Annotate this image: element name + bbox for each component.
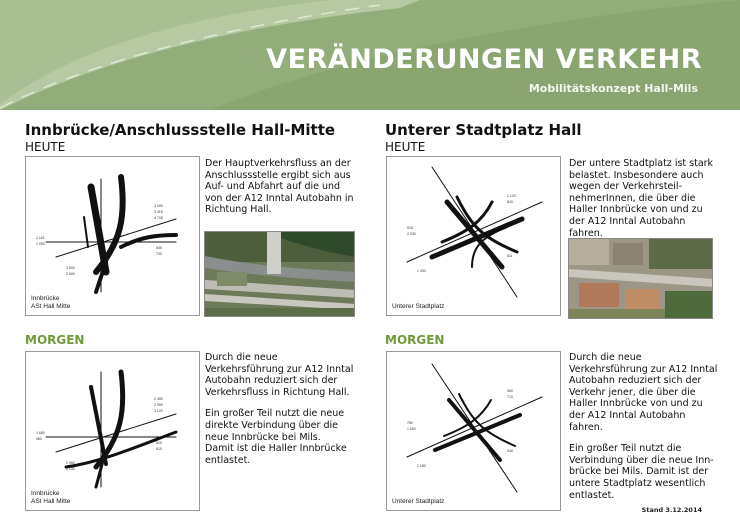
- right-diagram-caption: Unterer Stadtplatz: [392, 303, 445, 310]
- left-today-description: Der Hauptverkehrsfluss an der Anschlussstelle ergibt sich aus Auf- und Abfahrt auf die und von der A12 Inntal Autobahn in Richtung Hall.: [205, 158, 354, 216]
- svg-text:540: 540: [507, 449, 513, 453]
- left-today-diagram: [25, 156, 200, 316]
- svg-text:2 600: 2 600: [66, 272, 75, 276]
- svg-text:1 180: 1 180: [417, 464, 426, 468]
- right-tomorrow-diagram: [386, 351, 561, 511]
- svg-text:915: 915: [407, 226, 413, 230]
- left-aerial-photo: [204, 231, 355, 317]
- svg-text:780: 780: [407, 421, 413, 425]
- svg-text:3 120: 3 120: [154, 409, 163, 413]
- right-tomorrow-paragraph-1: Durch die neue Verkehrsführung zur A12 Inntal Autobahn reduziert sich der Verkehr jener, die über die Haller Innbrücke von und zu der A12 Inntal Autobahn fahren.: [569, 352, 718, 433]
- svg-text:645: 645: [156, 246, 162, 250]
- left-today-label: HEUTE: [25, 140, 66, 154]
- left-section-title: Innbrücke/Anschlussstelle Hall-Mitte: [25, 121, 336, 139]
- right-today-label: HEUTE: [385, 140, 426, 154]
- header-banner: [0, 0, 740, 110]
- svg-text:960: 960: [507, 389, 513, 393]
- svg-text:4 705: 4 705: [154, 216, 163, 220]
- svg-text:1 650: 1 650: [407, 427, 416, 431]
- svg-text:1 050: 1 050: [36, 242, 45, 246]
- left-tomorrow-paragraph-2: Ein großer Teil nutzt die neue direkte Verbindung über die neue Innbrücke bei Mils. Damit ist die Haller Innbrücke entlastet.: [205, 408, 347, 466]
- svg-text:610: 610: [156, 447, 162, 451]
- left-tomorrow-diagram-caption: Innbrücke ASt Hall Mitte: [31, 490, 71, 505]
- right-tomorrow-description: [569, 352, 719, 501]
- page-title: VERÄNDERUNGEN VERKEHR: [266, 44, 702, 75]
- svg-text:710: 710: [507, 395, 513, 399]
- right-tomorrow-diagram-caption: Unterer Stadtplatz: [392, 498, 445, 505]
- svg-text:840: 840: [507, 200, 513, 204]
- svg-text:2 030: 2 030: [407, 232, 416, 236]
- svg-text:2 900: 2 900: [154, 403, 163, 407]
- svg-text:700: 700: [156, 252, 162, 256]
- right-section-title: Unterer Stadtplatz Hall: [385, 121, 582, 139]
- right-tomorrow-paragraph-2: Ein großer Teil nutzt die Verbindung über die neue Inn-brücke bei Mils. Damit ist der untere Stadtplatz wesentlich entlastet.: [569, 443, 714, 501]
- left-tomorrow-label: MORGEN: [25, 333, 85, 347]
- page-subtitle: Mobilitätskonzept Hall-Mils: [528, 82, 698, 95]
- svg-text:2 450: 2 450: [154, 397, 163, 401]
- svg-text:2 950: 2 950: [66, 461, 75, 465]
- right-tomorrow-label: MORGEN: [385, 333, 445, 347]
- left-diagram-caption: Innbrücke ASt Hall Mitte: [31, 295, 71, 310]
- left-tomorrow-paragraph-1: Durch die neue Verkehrsführung zur A12 Inntal Autobahn reduziert sich der Verkehrsfluss in Richtung Hall.: [205, 352, 354, 398]
- svg-text:1 680: 1 680: [36, 431, 45, 435]
- date-stamp: Stand 3.12.2014: [641, 506, 702, 514]
- right-today-diagram: [386, 156, 561, 316]
- svg-text:980: 980: [36, 437, 42, 441]
- svg-text:1 120: 1 120: [507, 194, 516, 198]
- svg-text:3 500: 3 500: [66, 266, 75, 270]
- right-today-description: Der untere Stadtplatz ist stark belastet. Insbesondere auch wegen der Verkehrsteil-nehmerInnen, die über die Haller Innbrücke von und zu der A12 Inntal Autobahn fahren.: [569, 158, 714, 239]
- left-tomorrow-diagram: [25, 351, 200, 511]
- svg-text:2 140: 2 140: [66, 467, 75, 471]
- svg-text:1 430: 1 430: [417, 269, 426, 273]
- left-tomorrow-description: [205, 352, 355, 466]
- svg-text:2 115: 2 115: [36, 236, 45, 240]
- svg-text:520: 520: [156, 441, 162, 445]
- right-aerial-photo: [568, 238, 713, 319]
- svg-text:3 415: 3 415: [154, 210, 163, 214]
- svg-text:611: 611: [507, 254, 513, 258]
- svg-text:3 000: 3 000: [154, 204, 163, 208]
